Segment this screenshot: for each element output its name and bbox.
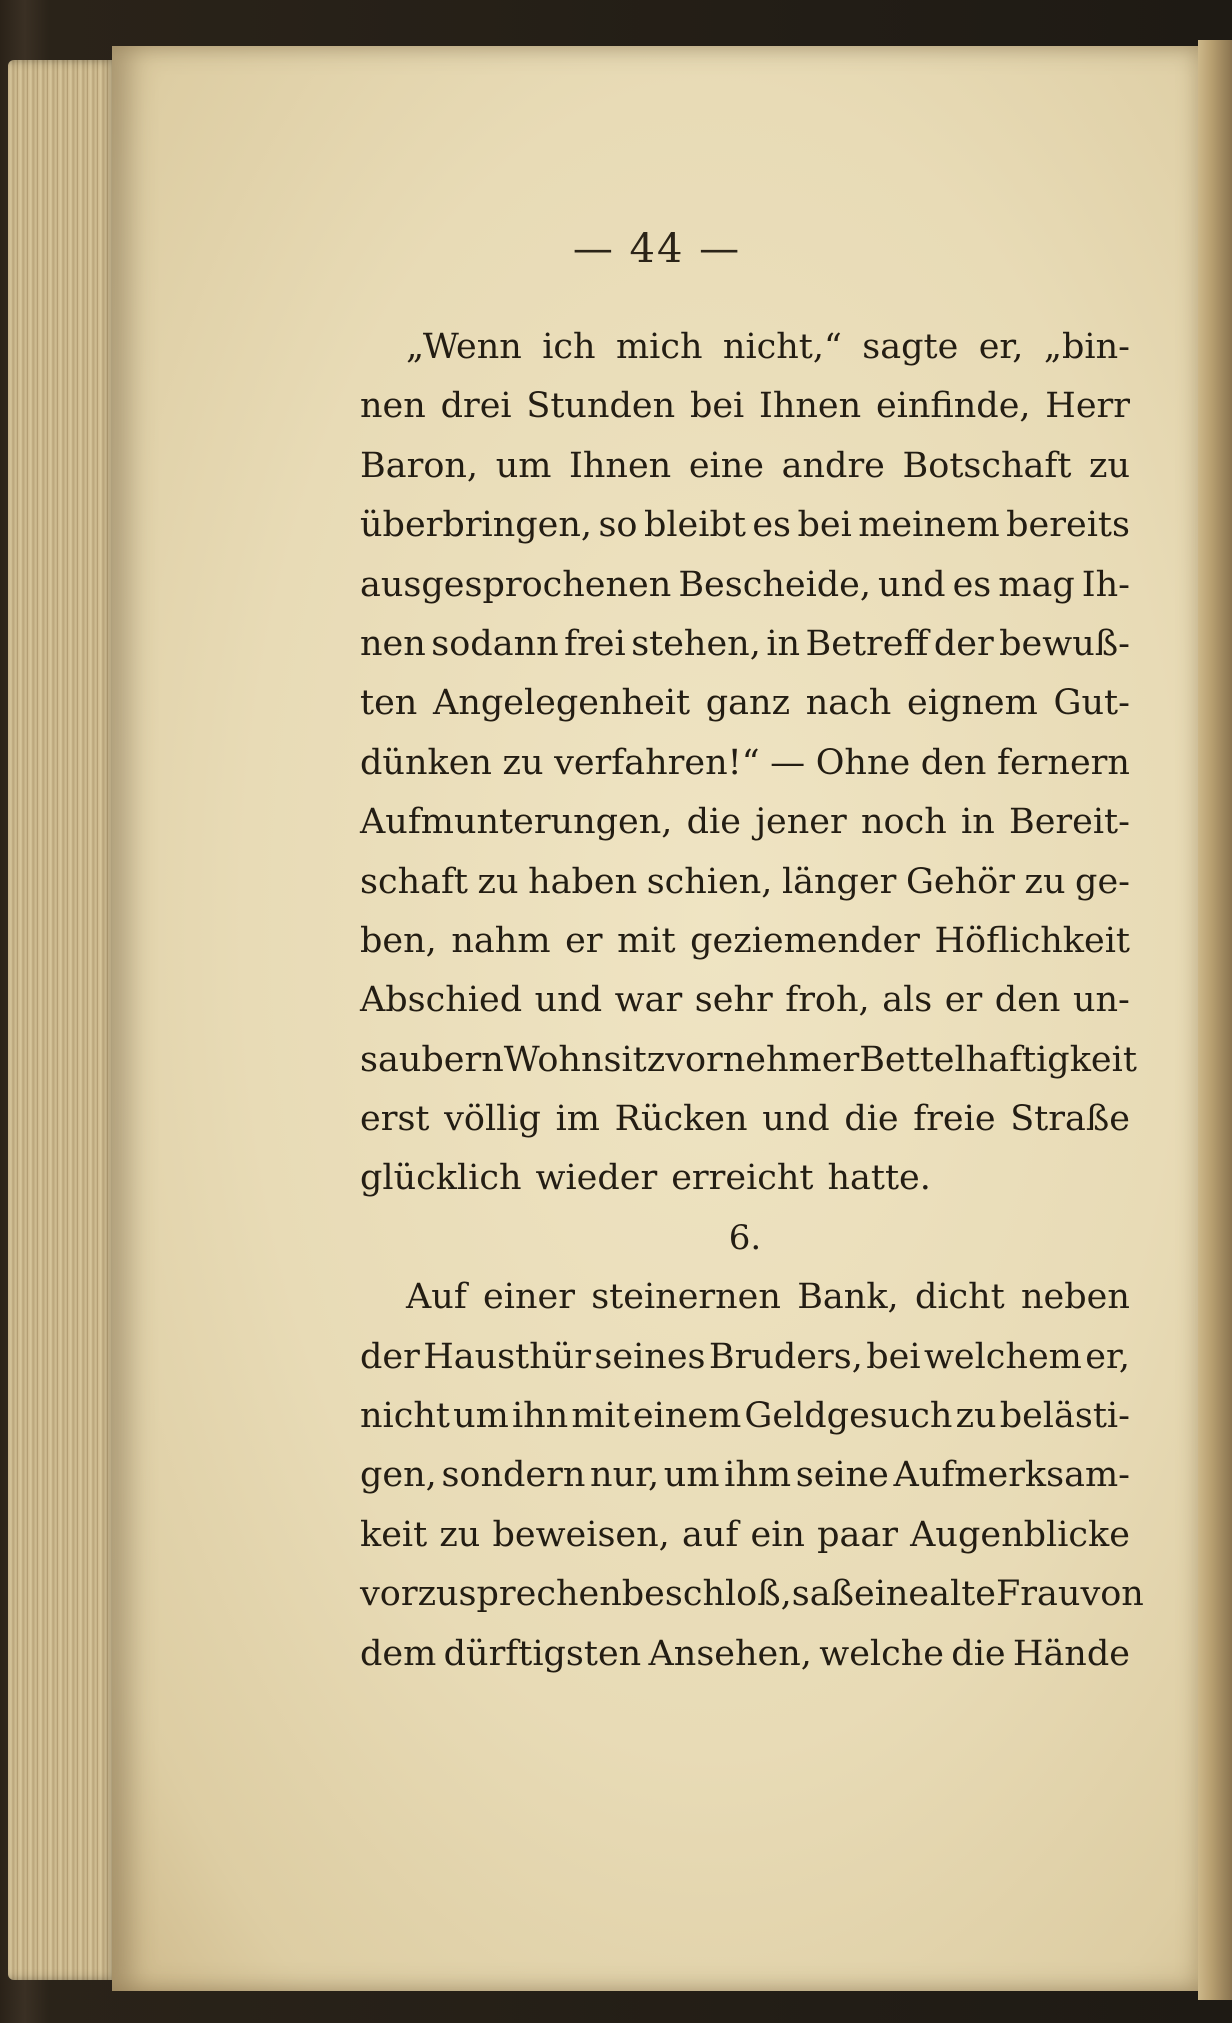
word: saubern (360, 1039, 504, 1080)
word: nur, (590, 1455, 660, 1496)
text-line (360, 1031, 1137, 1090)
word: nen (360, 623, 426, 664)
word: Geldgesuch (744, 1396, 953, 1437)
word: er (944, 980, 983, 1021)
word: zu (502, 742, 544, 783)
word: welche (819, 1633, 944, 1674)
word: die (686, 802, 741, 843)
word: zu (439, 1514, 481, 1555)
text-line (360, 496, 1130, 555)
word: Ohne (815, 742, 911, 783)
word: nicht (360, 1396, 450, 1437)
word: einer (483, 1277, 575, 1318)
text-line (360, 1090, 1130, 1149)
word: der (360, 1336, 420, 1377)
word: um (663, 1455, 720, 1496)
word: ganz (705, 683, 791, 724)
word: mich (615, 327, 703, 367)
word: haben (528, 861, 638, 902)
word: ge- (1075, 861, 1130, 902)
word: so (598, 505, 638, 546)
word: eignem (907, 683, 1038, 724)
word: Aufmerksam- (893, 1455, 1130, 1496)
word: fernern (997, 742, 1130, 783)
word: paar (817, 1514, 898, 1555)
word: die (844, 1099, 899, 1140)
word: un- (1072, 980, 1130, 1021)
word: stehen, (631, 623, 761, 664)
word: Botschaft (902, 445, 1072, 486)
word: Höflichkeit (934, 920, 1130, 961)
word: glücklich (360, 1158, 522, 1199)
word: schaft (360, 861, 468, 902)
word: mag (998, 564, 1075, 605)
word: noch (861, 802, 947, 843)
word: Bettelhaftigkeit (859, 1039, 1137, 1080)
word: Frau (996, 1574, 1081, 1615)
word: „bin- (1043, 327, 1130, 367)
word: nahm (451, 920, 551, 961)
text-line (360, 318, 1130, 377)
word: um (453, 1396, 509, 1437)
word: seines (594, 1336, 706, 1377)
word: bereits (1006, 505, 1130, 546)
word: Aufmunterungen, (360, 802, 673, 843)
word: einem (632, 1396, 742, 1437)
word: Gut- (1053, 683, 1130, 724)
word: ihm (724, 1455, 792, 1496)
word: es (952, 564, 992, 605)
word: ihn (511, 1396, 569, 1437)
word: in (961, 802, 995, 843)
word: vornehmer (665, 1039, 860, 1080)
word: sagte (862, 327, 959, 367)
word: von (1080, 1574, 1144, 1615)
word: mit (571, 1396, 630, 1437)
paragraph-1 (360, 318, 1137, 1209)
text-line (360, 674, 1130, 733)
word: beweisen, (492, 1514, 670, 1555)
page-text (360, 318, 1144, 1684)
text-line (360, 853, 1130, 912)
word: Rücken (614, 1099, 748, 1140)
word: die (951, 1633, 1006, 1674)
word: bei (689, 386, 745, 427)
word: dicht (914, 1277, 1005, 1318)
word: dem (360, 1633, 437, 1674)
word: es (752, 505, 792, 546)
word: ausgesprochenen (360, 564, 672, 605)
word: welchem (923, 1336, 1082, 1377)
word: meinem (858, 505, 1000, 546)
word: Betreff (805, 623, 929, 664)
page-number: — 44 — (572, 226, 742, 272)
section-number: 6. (728, 1217, 762, 1258)
word: erreicht (671, 1158, 814, 1199)
word: in (766, 623, 801, 664)
word: Bruders, (708, 1336, 863, 1377)
word: den (920, 742, 987, 783)
word: als (882, 980, 933, 1021)
word: steinernen (591, 1277, 781, 1318)
word: nach (805, 683, 892, 724)
word: sondern (441, 1455, 586, 1496)
word: keit (360, 1514, 428, 1555)
text-line (360, 1387, 1130, 1446)
word: saß (791, 1574, 854, 1615)
text-line (360, 1328, 1130, 1387)
word: der (933, 623, 994, 664)
word: überbringen, (360, 505, 593, 546)
text-line (360, 437, 1130, 496)
word: Ihnen (569, 445, 672, 486)
word: ein (750, 1514, 805, 1555)
word: vorzusprechen (360, 1574, 622, 1615)
word: sodann (431, 623, 559, 664)
text-line (360, 734, 1130, 793)
word: bleibt (643, 505, 746, 546)
text-line (360, 1268, 1130, 1327)
word: verfahren!“ (554, 742, 760, 783)
word: Hausthür (423, 1336, 592, 1377)
word: auf (681, 1514, 739, 1555)
word: Ihnen (759, 386, 862, 427)
text-line (360, 615, 1130, 674)
text-line (360, 1149, 1130, 1208)
word: den (994, 980, 1061, 1021)
text-line (360, 556, 1130, 615)
word: nen (360, 386, 426, 427)
word: „Wenn (406, 327, 522, 367)
word: zu (1024, 861, 1066, 902)
word: bei (866, 1336, 921, 1377)
text-line (360, 971, 1130, 1030)
word: sehr (694, 980, 773, 1021)
word: länger (781, 861, 897, 902)
text-line (360, 793, 1130, 852)
word: dürftigsten (443, 1633, 642, 1674)
word: und (534, 980, 603, 1021)
word: bewuß- (999, 623, 1130, 664)
word: Auf (406, 1277, 467, 1318)
text-line (360, 1446, 1130, 1505)
word: erst (360, 1099, 430, 1140)
word: eine (853, 1574, 930, 1615)
word: Bank, (797, 1277, 899, 1318)
word: einfinde, (875, 386, 1031, 427)
text-line (360, 1565, 1144, 1624)
word: Baron, (360, 445, 479, 486)
word: um (495, 445, 552, 486)
word: eine (688, 445, 765, 486)
word: schien, (646, 861, 773, 902)
word: zu (1089, 445, 1130, 486)
word: er (565, 920, 603, 961)
word: wieder (535, 1158, 658, 1199)
word: hatte. (827, 1158, 931, 1199)
word: Straße (1010, 1099, 1130, 1140)
word: neben (1021, 1277, 1130, 1318)
word: beschloß, (621, 1574, 792, 1615)
word: Stunden (526, 386, 676, 427)
word: frei (564, 623, 626, 664)
word: völlig (444, 1099, 541, 1140)
word: Ih- (1081, 564, 1130, 605)
word: er, (978, 327, 1024, 367)
word: Ansehen, (648, 1633, 812, 1674)
word: — (770, 742, 806, 783)
text-line (360, 1506, 1130, 1565)
word: drei (440, 386, 512, 427)
word: ich (542, 327, 596, 367)
word: alte (929, 1574, 996, 1615)
word: Abschied (360, 980, 523, 1021)
word: Hände (1012, 1633, 1130, 1674)
word: freie (913, 1099, 996, 1140)
text-line (360, 912, 1130, 971)
word: andre (781, 445, 885, 486)
word: jener (755, 802, 847, 843)
word: geziemender (690, 920, 920, 961)
paragraph-2 (360, 1268, 1144, 1684)
word: belästi- (999, 1396, 1130, 1437)
word: Gehör (905, 861, 1015, 902)
text-line (360, 377, 1130, 436)
page-edges (8, 60, 118, 1980)
word: im (555, 1099, 600, 1140)
word: und (878, 564, 946, 605)
word: gen, (360, 1455, 437, 1496)
word: er, (1085, 1336, 1130, 1377)
word: ben, (360, 920, 437, 961)
word: war (614, 980, 683, 1021)
page-right-edge (1198, 40, 1232, 2000)
word: zu (955, 1396, 997, 1437)
word: Angelegenheit (433, 683, 691, 724)
word: seine (795, 1455, 889, 1496)
word: bei (797, 505, 852, 546)
word: nicht,“ (722, 327, 842, 367)
word: ten (360, 683, 418, 724)
word: zu (477, 861, 519, 902)
word: mit (617, 920, 676, 961)
word: Wohnsitz (503, 1039, 666, 1080)
word: Bereit- (1008, 802, 1130, 843)
word: Herr (1045, 386, 1130, 427)
word: froh, (785, 980, 870, 1021)
word: Augenblicke (910, 1514, 1130, 1555)
text-line (360, 1625, 1130, 1684)
word: und (762, 1099, 830, 1140)
word: dünken (360, 742, 492, 783)
word: Bescheide, (678, 564, 872, 605)
